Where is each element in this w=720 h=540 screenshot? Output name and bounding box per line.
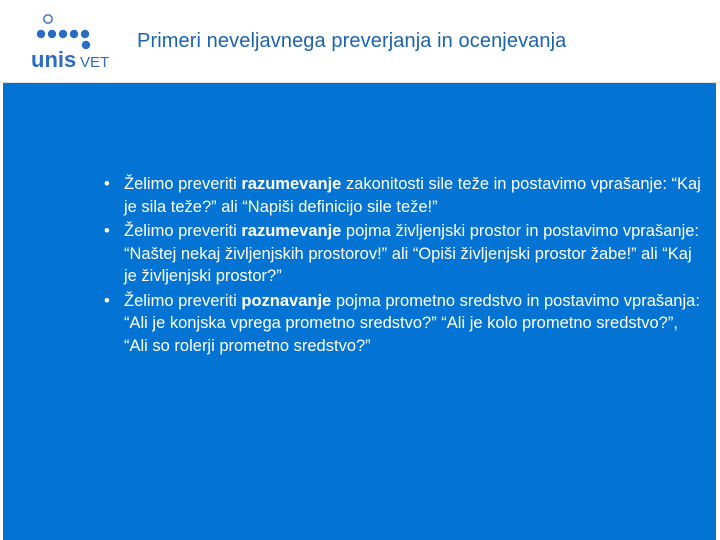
- bullet-text-pre: Želimo preveriti: [124, 222, 242, 240]
- bullet-text-post: zakonitosti sile teže in postavimo vprašanje: “Kaj je sila teže?” ali “Napiši definicijo sile teže!”: [124, 175, 701, 216]
- svg-text:unis: unis: [31, 47, 77, 72]
- bullet-icon: •: [104, 222, 110, 240]
- bullet-keyword: poznavanje: [241, 291, 332, 310]
- unisvet-logo-icon: [28, 10, 124, 74]
- bullet-item: [104, 220, 704, 288]
- bullet-item: [104, 290, 704, 358]
- bullet-icon: •: [104, 291, 110, 310]
- svg-text:VET: VET: [80, 54, 110, 71]
- bullet-keyword: razumevanje: [241, 222, 342, 240]
- bullet-keyword: razumevanje: [241, 175, 342, 193]
- slide-header: [0, 0, 720, 83]
- bullet-text-pre: Želimo preveriti: [124, 291, 242, 310]
- bullet-text-post: pojma prometno sredstvo in postavimo vprašanja: “Ali je konjska vprega prometno sredstvo?” “Ali je kolo prometno sredstvo?”, “Ali so rolerji prometno sredstvo?”: [124, 291, 700, 355]
- bullet-text-pre: Želimo preveriti: [124, 175, 242, 193]
- bullet-icon: •: [104, 175, 110, 193]
- unisvet-logo: [28, 10, 124, 74]
- bullet-list: [104, 173, 704, 359]
- slide-title: Primeri neveljavnega preverjanja in ocenjevanja: [137, 30, 567, 52]
- bullet-text-post: pojma življenjski prostor in postavimo vprašanje: “Naštej nekaj življenjskih prostorov!” ali “Opiši življenjski prostor žabe!” ali “Kaj je življenjski prostor?”: [124, 222, 699, 285]
- bullet-item: [104, 173, 704, 218]
- panel-edge: [716, 83, 720, 540]
